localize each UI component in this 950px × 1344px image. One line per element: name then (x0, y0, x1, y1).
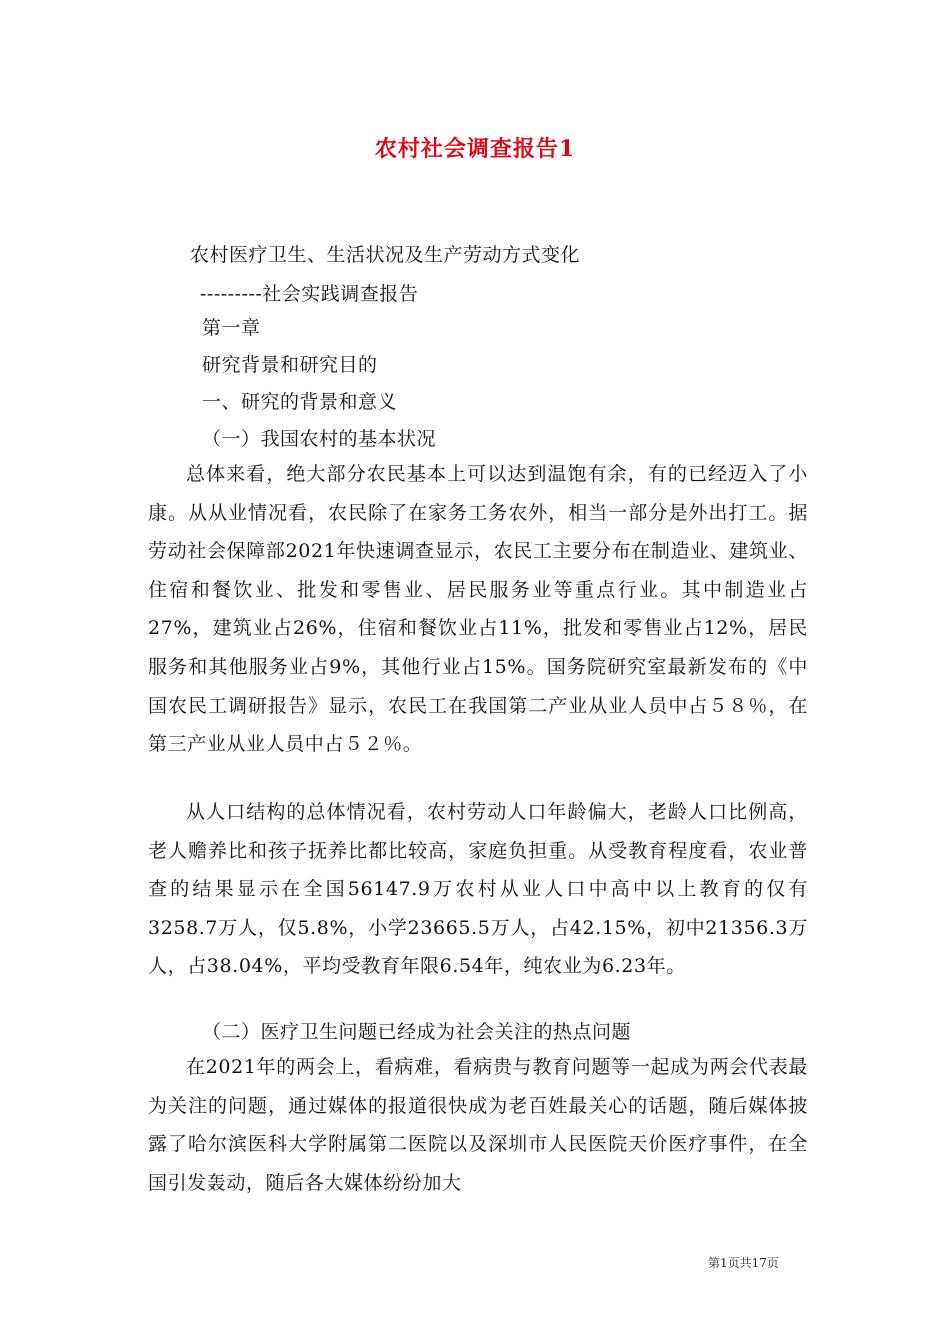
page-number-footer: 第1页共17页 (708, 1256, 779, 1270)
subsection-heading-1: （一）我国农村的基本状况 (202, 428, 437, 450)
document-title: 农村社会调查报告1 (374, 136, 576, 162)
report-subject-line: 农村医疗卫生、生活状况及生产劳动方式变化 (190, 244, 581, 266)
body-paragraph-2: 从人口结构的总体情况看，农村劳动人口年龄偏大，老龄人口比例高，老人赡养比和孩子抚养比都比较高，家庭负担重。从受教育程度看，农业普查的结果显示在全国56147.9万农村从业人口中高中以上教育的仅有3258.7万人，仅5.8%，小学23665.5万人，占42.15%，初中21356.3万人，占38.04%，平均受教育年限6.54年，纯农业为6.23年。 (148, 801, 808, 978)
report-type-line: ---------社会实践调查报告 (200, 283, 419, 305)
chapter-title: 研究背景和研究目的 (202, 354, 378, 376)
body-paragraph-1: 总体来看，绝大部分农民基本上可以达到温饱有余，有的已经迈入了小康。从从业情况看，农民除了在家务工务农外，相当一部分是外出打工。据劳动社会保障部2021年快速调查显示，农民工主要分布在制造业、建筑业、住宿和餐饮业、批发和零售业、居民服务业等重点行业。其中制造业占27%，建筑业占26%，住宿和餐饮业占11%，批发和零售业占12%，居民服务和其他服务业占9%，其他行业占15%。国务院研究室最新发布的《中国农民工调研报告》显示，农民工在我国第二产业从业人员中占５８％，在第三产业从业人员中占５２％。 (148, 463, 808, 756)
subsection-heading-2: （二）医疗卫生问题已经成为社会关注的热点问题 (202, 1021, 632, 1043)
chapter-heading: 第一章 (202, 317, 261, 339)
section-heading: 一、研究的背景和意义 (202, 391, 398, 413)
body-paragraph-3: 在2021年的两会上，看病难，看病贵与教育问题等一起成为两会代表最为关注的问题，通过媒体的报道很快成为老百姓最关心的话题，随后媒体披露了哈尔滨医科大学附属第二医院以及深圳市人民医院天价医疗事件，在全国引发轰动，随后各大媒体纷纷加大 (148, 1056, 808, 1194)
